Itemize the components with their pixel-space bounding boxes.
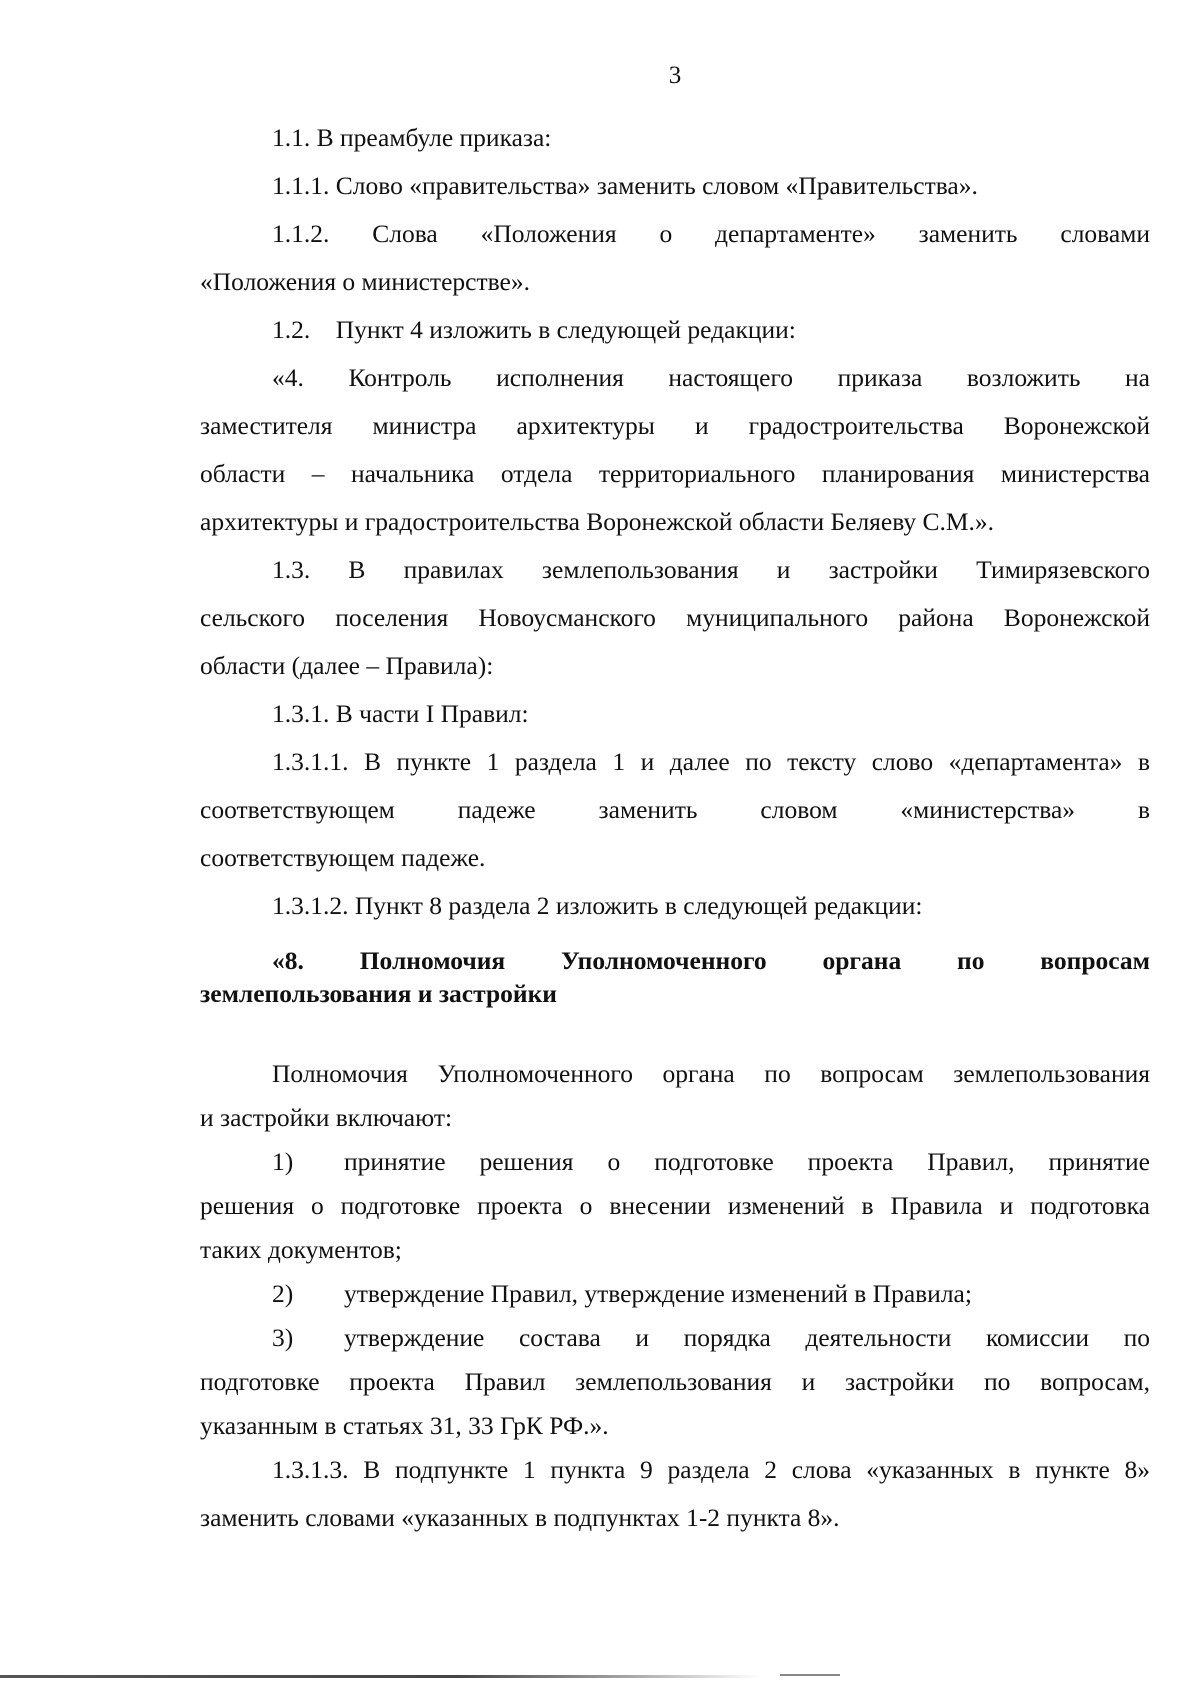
powers-intro-line1: Полномочия Уполномоченного органа по вопросам землепользования [272,1059,1150,1088]
paragraph-1-1-1 [200,162,1150,210]
paragraph-1-3-1-1-line3: соответствующем падеже. [200,843,486,872]
section-heading-line1: «8. Полномочия Уполномоченного органа по вопросам [272,946,1150,975]
list-item-1-line1 [200,1140,1150,1184]
list-item-number: 3) [272,1323,294,1352]
list-item-text: утверждение Правил, утверждение изменений в Правила; [344,1279,972,1308]
list-item-3-line2: подготовке проекта Правил землепользования и застройки по вопросам, [200,1367,1150,1396]
list-item-text: принятие решения о подготовке проекта Правил, принятие [344,1147,1150,1176]
paragraph-1-2: 1.2. Пункт 4 изложить в следующей редакции: [272,315,796,344]
paragraph-1-3-1-3-line1: 1.3.1.3. В подпункте 1 пункта 9 раздела 2 слова «указанных в пункте 8» [272,1455,1150,1484]
paragraph-1-3-1-3-line2: заменить словами «указанных в подпунктах 1-2 пункта 8». [200,1503,840,1532]
paragraph-1-3-line1: 1.3. В правилах землепользования и застройки Тимирязевского [272,555,1150,584]
paragraph-1-1 [200,114,1150,162]
paragraph-1-3-1: 1.3.1. В части I Правил: [272,699,529,728]
paragraph-1-3-1-1-line1: 1.3.1.1. В пункте 1 раздела 1 и далее по тексту слово «департамента» в [272,747,1150,776]
paragraph-1-3-1-1-line2: соответствующем падеже заменить словом «министерства» в [200,795,1150,824]
scan-edge-line [780,1674,840,1676]
paragraph-1-3-line2: сельского поселения Новоусманского муниципального района Воронежской [200,603,1150,632]
paragraph-text: 1.1.1. Слово «правительства» заменить словом «Правительства». [272,171,978,200]
list-item-3-line3: указанным в статьях 31, 33 ГрК РФ.». [200,1411,609,1440]
paragraph-4-line2: заместителя министра архитектуры и градостроительства Воронежской [200,411,1150,440]
list-item-3-line1 [200,1316,1150,1360]
list-item-number: 2) [272,1279,294,1308]
paragraph-1-1-2-line2: «Положения о министерстве». [200,267,530,296]
list-item-1-line2: решения о подготовке проекта о внесении изменений в Правила и подготовка [200,1191,1150,1220]
paragraph-4-line1: «4. Контроль исполнения настоящего приказа возложить на [272,363,1150,392]
paragraph-4-line3: области – начальника отдела территориального планирования министерства [200,459,1150,488]
powers-intro-line2: и застройки включают: [200,1103,453,1132]
paragraph-text: 1.1. В преамбуле приказа: [272,123,552,152]
scan-edge-line [0,1675,760,1678]
section-heading-line2: землепользования и застройки [200,979,557,1008]
list-item-2 [200,1272,1150,1316]
list-item-text: утверждение состава и порядка деятельности комиссии по [344,1323,1150,1352]
paragraph-4-line4: архитектуры и градостроительства Воронежской области Беляеву С.М.». [200,507,995,536]
paragraph-1-3-1-2: 1.3.1.2. Пункт 8 раздела 2 изложить в следующей редакции: [272,891,923,920]
list-item-number: 1) [272,1147,294,1176]
list-item-1-line3: таких документов; [200,1235,402,1264]
page-number: 3 [668,62,682,89]
paragraph-1-1-2-line1: 1.1.2. Слова «Положения о департаменте» заменить словами [272,219,1150,248]
paragraph-1-3-line3: области (далее – Правила): [200,651,494,680]
